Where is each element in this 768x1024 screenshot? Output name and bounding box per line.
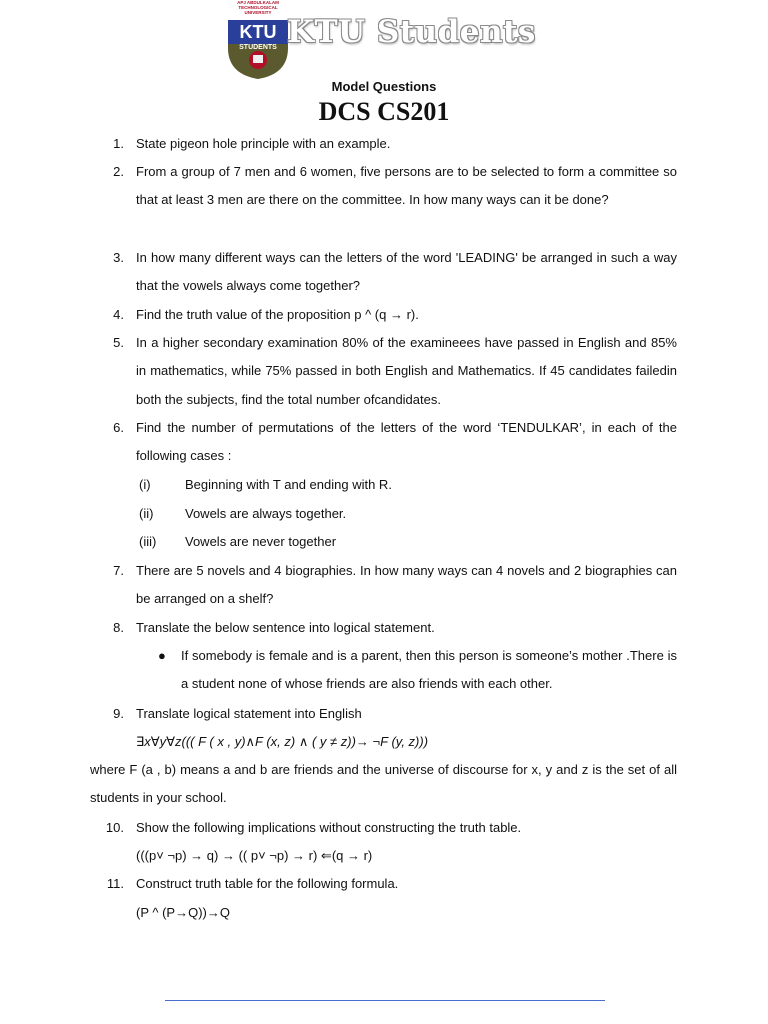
question-text: Find the number of permutations of the letters of the word ‘TENDULKAR’, in each of the following cases :	[136, 420, 677, 464]
formula: (((p˅ ¬p) → q) → (( p˅ ¬p) → r) ⇐(q → r)	[136, 848, 373, 863]
question-number: 2.	[113, 164, 124, 179]
question-number: 11.	[106, 876, 124, 891]
bullet-icon: ●	[158, 648, 166, 663]
question-number: 9.	[113, 706, 124, 721]
question-text: In a higher secondary examination 80% of the examineees have passed in English and 85% in mathematics, while 75% passed in both English and Mathematics. If 45 candidates failedin both the subjects, find the total number ofcandidates.	[136, 335, 677, 407]
question-number: 10.	[105, 820, 124, 835]
question-text: Show the following implications without constructing the truth table.	[136, 820, 522, 835]
question-text: From a group of 7 men and 6 women, five persons are to be selected to form a committee so that at least 3 men are there on the committee. In how many ways can it be done?	[136, 164, 677, 208]
question-number: 8.	[113, 620, 124, 635]
case-text: Vowels are always together.	[185, 506, 347, 521]
case-text: Vowels are never together	[185, 534, 337, 549]
logo-ktu-text: KTU	[239, 22, 277, 42]
question-text: State pigeon hole principle with an example.	[136, 136, 391, 151]
logo-students-text: STUDENTS	[239, 44, 277, 51]
formula-note: where F (a , b) means a and b are friends and the universe of discourse for x, y and z is the set of all students in your school.	[90, 762, 677, 806]
case-marker: (i)	[139, 477, 151, 492]
case-marker: (iii)	[139, 534, 157, 549]
question-text: In how many different ways can the letters of the word 'LEADING' be arranged in such a way that the vowels always come together?	[136, 250, 677, 294]
brand-name: KTU Students	[287, 14, 536, 50]
bullet-text: If somebody is female and is a parent, then this person is someone’s mother .There is a student none of whose friends are also friends with each other.	[181, 648, 677, 692]
question-number: 1.	[113, 136, 124, 151]
question-number: 4.	[113, 307, 124, 322]
footer-divider	[165, 1000, 605, 1001]
formula: ∃x∀y∀z((( F ( x , y)∧F (x, z) ∧ ( y ≠ z))→ ¬F (y, z)))	[136, 734, 429, 749]
formula: (P ^ (P→Q))→Q	[136, 905, 230, 920]
case-text: Beginning with T and ending with R.	[185, 477, 392, 492]
doc-subtitle: Model Questions	[331, 79, 437, 94]
case-marker: (ii)	[139, 506, 154, 521]
question-number: 5.	[113, 335, 124, 350]
logo-university-text: APJ ABDULKALAM TECHNOLOGICAL UNIVERSITY	[237, 0, 279, 15]
question-text: Translate logical statement into English	[136, 706, 362, 721]
question-number: 6.	[113, 420, 124, 435]
question-text: Translate the below sentence into logical statement.	[136, 620, 435, 635]
question-number: 3.	[113, 250, 124, 265]
question-text: Construct truth table for the following formula.	[136, 876, 399, 891]
question-text: There are 5 novels and 4 biographies. In how many ways can 4 novels and 2 biographies can be arranged on a shelf?	[136, 563, 677, 607]
question-number: 7.	[113, 563, 124, 578]
question-text: Find the truth value of the proposition p ^ (q → r).	[136, 307, 419, 322]
doc-title: DCS CS201	[318, 97, 450, 126]
